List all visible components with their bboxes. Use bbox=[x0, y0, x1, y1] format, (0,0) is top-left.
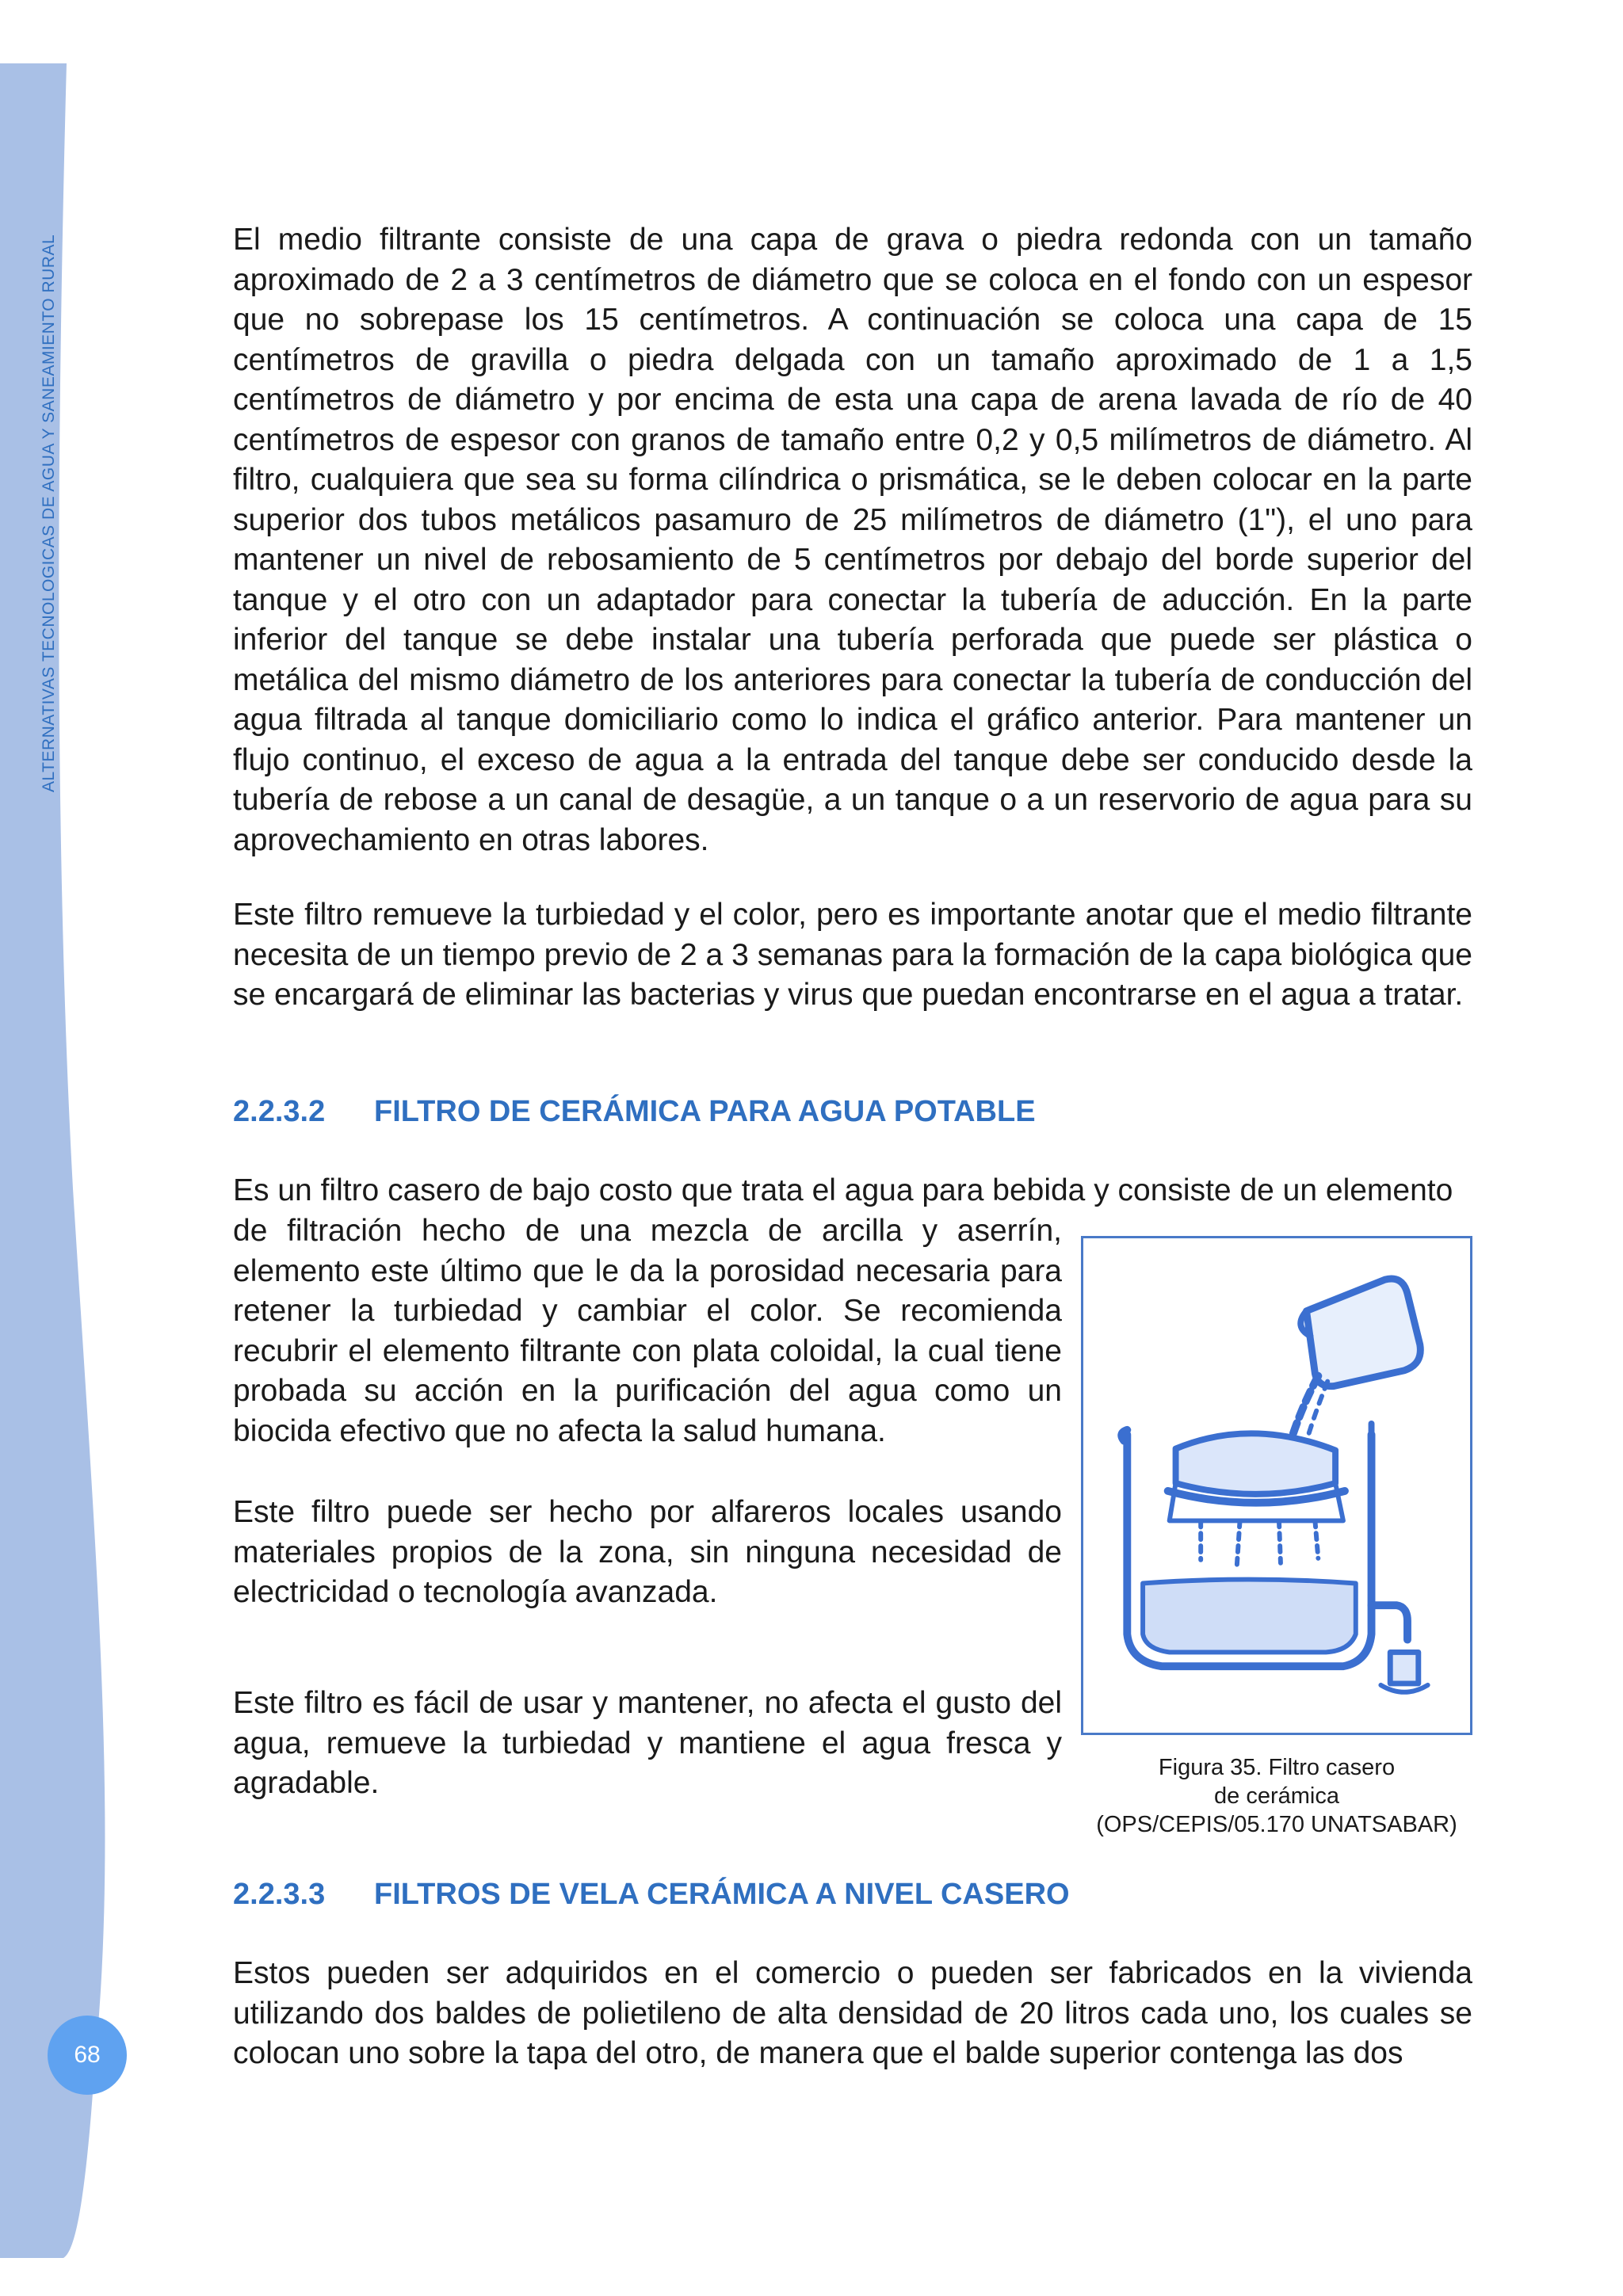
figure-caption bbox=[1081, 1753, 1472, 1839]
section-heading-ceramic-filter bbox=[233, 1095, 1036, 1129]
paragraph-ceramic-intro-line: Es un filtro casero de bajo costo que trata el agua para bebida y consiste de un elemento bbox=[233, 1173, 1453, 1207]
paragraph-easy-use: Este filtro es fácil de usar y mantener, no afecta el gusto del agua, remueve la turbiedad y mantiene el agua fresca y agradable. bbox=[233, 1686, 1062, 1800]
paragraph-turbidity: Este filtro remueve la turbiedad y el color, pero es importante anotar que el medio filtrante necesita de un tiempo previo de 2 a 3 semanas para la formación de la capa biológica que se encargará de eliminar las bacterias y virus que puedan encontrarse en el agua a tratar. bbox=[233, 898, 1472, 1012]
paragraph-ceramic-description: de filtración hecho de una mezcla de arcilla y aserrín, elemento este último que le da la porosidad necesaria para retener la turbiedad y cambiar el color. Se recomienda recubrir el elemento filtrante con plata coloidal, la cual tiene probada su acción en la purificación del agua como un biocida efectivo que no afecta la salud humana. bbox=[233, 1214, 1062, 1448]
paragraph-candle-filters: Estos pueden ser adquiridos en el comercio o pueden ser fabricados en la vivienda utilizando dos baldes de polietileno de alta densidad de 20 litros cada uno, los cuales se colocan uno sobre la tapa del otro, de manera que el balde superior contenga las dos bbox=[233, 1956, 1472, 2070]
section-number: 2.2.3.2 bbox=[233, 1095, 326, 1128]
section-heading-candle-filters bbox=[233, 1878, 1070, 1912]
caption-line-3: (OPS/CEPIS/05.170 UNATSABAR) bbox=[1096, 1812, 1457, 1837]
figure-ceramic-filter bbox=[1081, 1236, 1472, 1735]
caption-line-2: de cerámica bbox=[1214, 1783, 1339, 1809]
page-number: 68 bbox=[74, 2042, 101, 2068]
running-title-text: ALTERNATIVAS TECNOLOGICAS DE AGUA Y SANEAMIENTO RURAL bbox=[40, 234, 58, 792]
paragraph-local-potters: Este filtro puede ser hecho por alfareros locales usando materiales propios de la zona, sin ninguna necesidad de electricidad o tecnología avanzada. bbox=[233, 1495, 1062, 1609]
section-title: FILTROS DE VELA CERÁMICA A NIVEL CASERO bbox=[374, 1878, 1070, 1911]
side-band bbox=[0, 0, 127, 2296]
caption-line-1: Figura 35. Filtro casero bbox=[1158, 1755, 1396, 1780]
page-number-badge bbox=[48, 2016, 127, 2095]
ceramic-filter-illustration bbox=[1083, 1238, 1470, 1733]
section-title: FILTRO DE CERÁMICA PARA AGUA POTABLE bbox=[374, 1095, 1036, 1128]
section-number: 2.2.3.3 bbox=[233, 1878, 326, 1911]
paragraph-filter-medium: El medio filtrante consiste de una capa de grava o piedra redonda con un tamaño aproximado de 2 a 3 centímetros de diámetro que se coloca en el fondo con un espesor que no sobrepase los 15 centímetros. A continuación se coloca una capa de 15 centímetros de gravilla o piedra delgada con un tamaño aproximado de 1 a 1,5 centímetros de diámetro y por encima de esta una capa de arena lavada de río de 40 centímetros de espesor con granos de tamaño entre 0,2 y 0,5 milímetros de diámetro. Al filtro, cualquiera que sea su forma cilíndrica o prismática, se le deben colocar en la parte superior dos tubos metálicos pasamuro de 25 milímetros de diámetro (1"), el uno para mantener un nivel de rebosamiento de 5 centímetros por debajo del borde superior del tanque y el otro con un adaptador para conectar la tubería de aducción. En la parte inferior del tanque se debe instalar una tubería perforada que puede ser plástica o metálica del mismo diámetro de los anteriores para conectar la tubería de conducción del agua filtrada al tanque domiciliario como lo indica el gráfico anterior. Para mantener un flujo continuo, el exceso de agua a la entrada del tanque debe ser conducido desde la tubería de rebose a un canal de desagüe, a un tanque o a un reservorio de agua para su aprovechamiento en otras labores. bbox=[233, 223, 1472, 857]
